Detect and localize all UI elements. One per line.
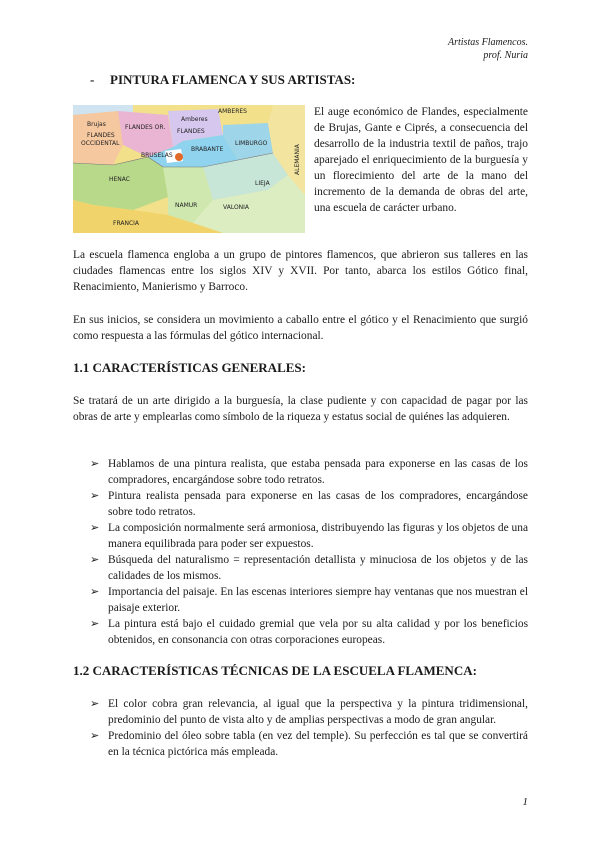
arrow-bullet-icon: ➢ — [90, 457, 100, 470]
section-2-heading: 1.2 CARACTERÍSTICAS TÉCNICAS DE LA ESCUELA FLAMENCA: — [73, 663, 477, 678]
arrow-bullet-icon: ➢ — [90, 729, 100, 742]
page-title — [90, 72, 355, 88]
list-item — [90, 520, 528, 552]
map-label-bruselas: BRUSELAS — [141, 152, 173, 159]
map-label-valonia: VALONIA — [223, 204, 250, 211]
list-item-text: La pintura está bajo el cuidado gremial que vela por su alta calidad y por los beneficios obtenidos, en consonancia con otras corporaciones europeas. — [108, 618, 528, 646]
map-label-flandes: FLANDES — [87, 132, 115, 139]
map-label-flandes-or: FLANDES OR. — [125, 124, 166, 131]
list-item — [90, 616, 528, 648]
map-label-amberes-city: Amberes — [181, 116, 208, 123]
list-item-text: Importancia del paisaje. En las escenas interiores siempre hay ventanas que nos muestran el paisaje exterior. — [108, 586, 528, 614]
title-text: PINTURA FLAMENCA Y SUS ARTISTAS: — [110, 72, 356, 87]
header-line-2: prof. Nuria — [483, 50, 528, 61]
list-item-text: Pintura realista pensada para exponerse en las casas de los compradores, encargándose sobre todo retratos. — [108, 490, 528, 518]
page-number: 1 — [522, 796, 528, 808]
header-line-1: Artistas Flamencos. — [448, 37, 528, 48]
list-item — [90, 696, 528, 728]
map-label-henac: HENAC — [109, 176, 130, 183]
arrow-bullet-icon: ➢ — [90, 489, 100, 502]
arrow-bullet-icon: ➢ — [90, 585, 100, 598]
map-label-alemania: ALEMANIA — [294, 144, 301, 175]
paragraph-escuela: La escuela flamenca engloba a un grupo de pintores flamencos, que abrieron sus talleres en las ciudades flamencas entre los siglos XIV y XVII. Por tanto, abarca los estilos Gótico final, Renacimiento, Manierismo y Barroco. — [73, 249, 528, 293]
map-label-namur: NAMUR — [175, 202, 198, 209]
list-item — [90, 456, 528, 488]
map-label-lieja: LIEJA — [255, 180, 270, 187]
list-item-text: El color cobra gran relevancia, al igual que la perspectiva y la pintura tridimensional, predominio del punto de vista alto y de amplias perspectivas a modo de gran angular. — [108, 698, 528, 726]
section-1-paragraph: Se tratará de un arte dirigido a la burguesía, la clase pudiente y con capacidad de pagar por las obras de arte y emplearlas como símbolo de la riqueza y estatus social de quiénes las adquieren. — [73, 395, 528, 423]
title-dash: - — [90, 72, 95, 87]
list-item-text: Predominio del óleo sobre tabla (en vez del temple). Su perfección es tal que se convertirá en la técnica pictórica más empleada. — [108, 730, 528, 758]
paragraph-inicios: En sus inicios, se considera un movimiento a caballo entre el gótico y el Renacimiento que surgió como respuesta a las fórmulas del gótico internacional. — [73, 314, 528, 342]
arrow-bullet-icon: ➢ — [90, 697, 100, 710]
list-item — [90, 488, 528, 520]
section-2-bullet-list — [90, 696, 528, 760]
intro-paragraph: El auge económico de Flandes, especialmente de Brujas, Gante e Ciprés, a consecuencia del desarrollo de la industria textil de paños, trajo aparejado el enriquecimiento de la burguesía y un florecimiento del arte de la mano del incremento de la demanda de obras del arte, una escuela de carácter urbano. — [314, 106, 528, 214]
list-item — [90, 584, 528, 616]
map-label-amberes: AMBERES — [218, 108, 247, 115]
section-1-heading: 1.1 CARACTERÍSTICAS GENERALES: — [73, 360, 306, 375]
map-label-occidental: OCCIDENTAL — [81, 140, 120, 147]
arrow-bullet-icon: ➢ — [90, 617, 100, 630]
map-label-brujas: Brujas — [87, 121, 106, 128]
arrow-bullet-icon: ➢ — [90, 521, 100, 534]
flanders-map — [73, 105, 305, 233]
page-header — [448, 36, 528, 62]
list-item-text: La composición normalmente será armoniosa, distribuyendo las figuras y los objetos de una manera equilibrada para poder ser expuestos. — [108, 522, 528, 550]
list-item-text: Hablamos de una pintura realista, que estaba pensada para exponerse en las casas de los compradores, encargándose sobre todo retratos. — [108, 458, 528, 486]
map-label-brabante: BRABANTE — [191, 146, 224, 153]
arrow-bullet-icon: ➢ — [90, 553, 100, 566]
brussels-marker — [175, 153, 183, 161]
map-label-francia: FRANCIA — [113, 220, 140, 227]
region-hainaut — [73, 157, 168, 210]
list-item — [90, 552, 528, 584]
map-label-flandes-2: FLANDES — [177, 128, 205, 135]
section-1-bullet-list — [90, 456, 528, 648]
map-label-limburgo: LIMBURGO — [235, 140, 268, 147]
list-item — [90, 728, 528, 760]
list-item-text: Búsqueda del naturalismo = representación detallista y minuciosa de los objetos y de las calidades de los mismos. — [108, 554, 528, 582]
